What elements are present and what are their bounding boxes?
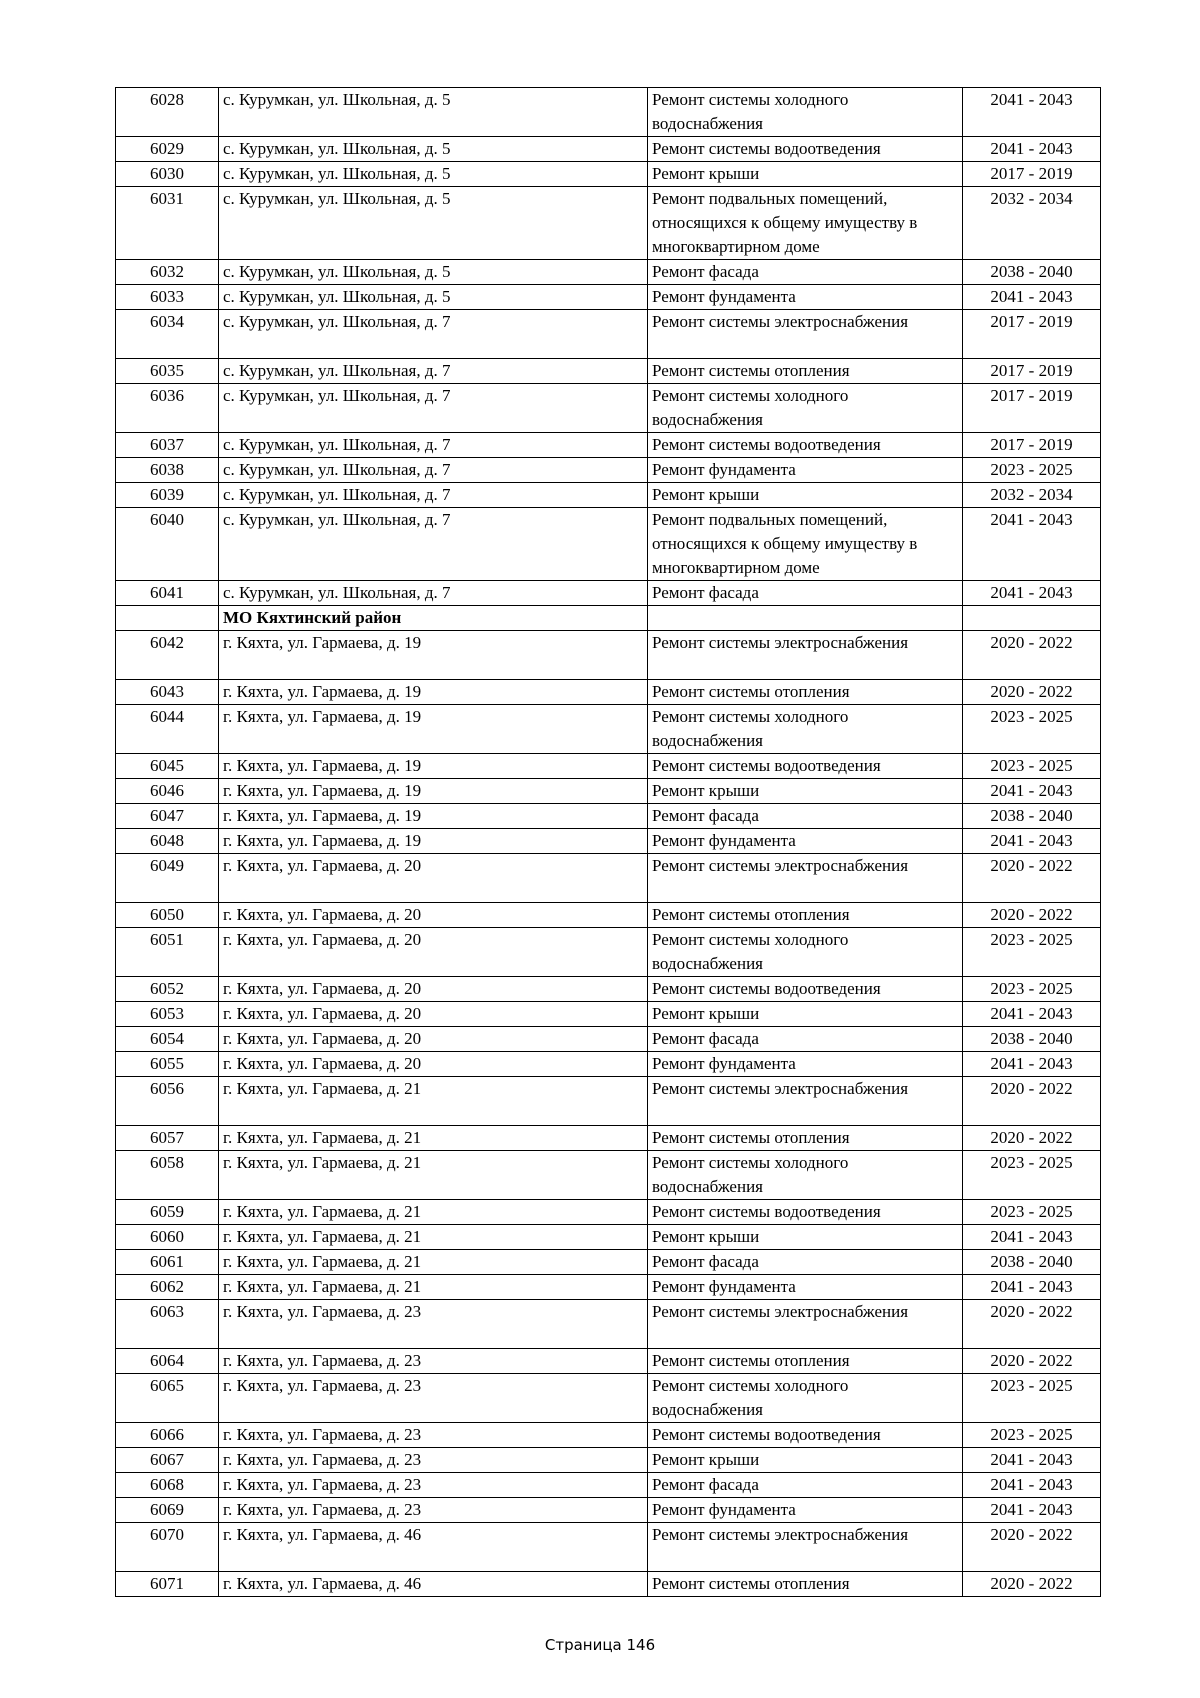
work-type-cell: Ремонт системы электроснабжения: [648, 1077, 963, 1126]
period-cell: 2023 - 2025: [963, 754, 1101, 779]
table-row: [116, 1523, 1101, 1572]
address-cell: г. Кяхта, ул. Гармаева, д. 19: [219, 779, 648, 804]
row-number-cell: 6033: [116, 285, 219, 310]
row-number-cell: 6046: [116, 779, 219, 804]
address-cell: г. Кяхта, ул. Гармаева, д. 21: [219, 1151, 648, 1200]
row-number-cell: 6054: [116, 1027, 219, 1052]
table-row: [116, 1498, 1101, 1523]
row-number-cell: 6052: [116, 977, 219, 1002]
work-type-cell: Ремонт фундамента: [648, 1052, 963, 1077]
row-number-cell: 6050: [116, 903, 219, 928]
period-cell: 2038 - 2040: [963, 1250, 1101, 1275]
table-row: [116, 1423, 1101, 1448]
row-number-cell: 6042: [116, 631, 219, 680]
address-cell: г. Кяхта, ул. Гармаева, д. 21: [219, 1077, 648, 1126]
table-row: [116, 433, 1101, 458]
period-cell: 2020 - 2022: [963, 1300, 1101, 1349]
work-type-cell: Ремонт системы отопления: [648, 1349, 963, 1374]
address-cell: г. Кяхта, ул. Гармаева, д. 21: [219, 1275, 648, 1300]
work-type-cell: Ремонт системы электроснабжения: [648, 854, 963, 903]
work-type-cell: Ремонт системы электроснабжения: [648, 1300, 963, 1349]
period-cell: 2041 - 2043: [963, 1002, 1101, 1027]
work-type-cell: Ремонт фундамента: [648, 458, 963, 483]
work-type-cell: Ремонт фасада: [648, 1027, 963, 1052]
address-cell: г. Кяхта, ул. Гармаева, д. 21: [219, 1225, 648, 1250]
period-cell: 2041 - 2043: [963, 285, 1101, 310]
period-cell: 2041 - 2043: [963, 137, 1101, 162]
row-number-cell: 6043: [116, 680, 219, 705]
row-number-cell: 6037: [116, 433, 219, 458]
period-cell: 2023 - 2025: [963, 705, 1101, 754]
period-cell: 2020 - 2022: [963, 1077, 1101, 1126]
table-row: [116, 187, 1101, 260]
work-type-cell: Ремонт фасада: [648, 260, 963, 285]
work-type-cell: Ремонт системы отопления: [648, 680, 963, 705]
table-row: [116, 260, 1101, 285]
address-cell: г. Кяхта, ул. Гармаева, д. 20: [219, 1027, 648, 1052]
address-cell: с. Курумкан, ул. Школьная, д. 5: [219, 187, 648, 260]
table-row: [116, 1349, 1101, 1374]
address-cell: г. Кяхта, ул. Гармаева, д. 46: [219, 1572, 648, 1597]
row-number-cell: 6048: [116, 829, 219, 854]
table-row: [116, 1275, 1101, 1300]
work-type-cell: Ремонт фундамента: [648, 1275, 963, 1300]
table-row: [116, 88, 1101, 137]
period-cell: 2017 - 2019: [963, 162, 1101, 187]
period-cell: 2041 - 2043: [963, 1225, 1101, 1250]
row-number-cell: 6028: [116, 88, 219, 137]
row-number-cell: 6061: [116, 1250, 219, 1275]
row-number-cell: 6065: [116, 1374, 219, 1423]
address-cell: г. Кяхта, ул. Гармаева, д. 19: [219, 804, 648, 829]
address-cell: с. Курумкан, ул. Школьная, д. 5: [219, 285, 648, 310]
section-title: МО Кяхтинский район: [219, 606, 648, 631]
table-row: [116, 1200, 1101, 1225]
address-cell: г. Кяхта, ул. Гармаева, д. 23: [219, 1473, 648, 1498]
address-cell: г. Кяхта, ул. Гармаева, д. 20: [219, 1052, 648, 1077]
table-row: [116, 1027, 1101, 1052]
address-cell: г. Кяхта, ул. Гармаева, д. 20: [219, 928, 648, 977]
table-row: [116, 458, 1101, 483]
address-cell: с. Курумкан, ул. Школьная, д. 5: [219, 260, 648, 285]
table-row: [116, 581, 1101, 606]
work-type-cell: Ремонт крыши: [648, 162, 963, 187]
work-type-cell: Ремонт системы водоотведения: [648, 137, 963, 162]
work-type-cell: Ремонт фасада: [648, 581, 963, 606]
period-cell: 2041 - 2043: [963, 1498, 1101, 1523]
work-type-cell: Ремонт подвальных помещений, относящихся к общему имуществу в многоквартирном доме: [648, 187, 963, 260]
address-cell: г. Кяхта, ул. Гармаева, д. 46: [219, 1523, 648, 1572]
row-number-cell: 6031: [116, 187, 219, 260]
work-type-cell: Ремонт фундамента: [648, 1498, 963, 1523]
work-type-cell: Ремонт фасада: [648, 1250, 963, 1275]
row-number-cell: 6059: [116, 1200, 219, 1225]
work-type-cell: Ремонт системы отопления: [648, 903, 963, 928]
address-cell: г. Кяхта, ул. Гармаева, д. 23: [219, 1448, 648, 1473]
period-cell: 2023 - 2025: [963, 928, 1101, 977]
table-row: [116, 1126, 1101, 1151]
row-number-cell: 6032: [116, 260, 219, 285]
table-row: [116, 1448, 1101, 1473]
row-number-cell: 6062: [116, 1275, 219, 1300]
work-type-cell: Ремонт системы водоотведения: [648, 977, 963, 1002]
row-number-cell: [116, 606, 219, 631]
table-row: [116, 1225, 1101, 1250]
work-type-cell: Ремонт крыши: [648, 483, 963, 508]
table-row: [116, 1151, 1101, 1200]
work-type-cell: Ремонт системы холодного водоснабжения: [648, 88, 963, 137]
period-cell: 2017 - 2019: [963, 310, 1101, 359]
work-type-cell: Ремонт системы отопления: [648, 359, 963, 384]
work-type-cell: Ремонт системы отопления: [648, 1572, 963, 1597]
row-number-cell: 6068: [116, 1473, 219, 1498]
row-number-cell: 6069: [116, 1498, 219, 1523]
table-row: [116, 310, 1101, 359]
table-row: [116, 1077, 1101, 1126]
period-cell: 2023 - 2025: [963, 1374, 1101, 1423]
row-number-cell: 6071: [116, 1572, 219, 1597]
row-number-cell: 6049: [116, 854, 219, 903]
work-type-cell: Ремонт системы холодного водоснабжения: [648, 1374, 963, 1423]
work-type-cell: Ремонт системы холодного водоснабжения: [648, 705, 963, 754]
table-row: [116, 779, 1101, 804]
row-number-cell: 6066: [116, 1423, 219, 1448]
row-number-cell: 6044: [116, 705, 219, 754]
table-row: [116, 977, 1101, 1002]
table-row: [116, 1052, 1101, 1077]
period-cell: 2020 - 2022: [963, 631, 1101, 680]
table-body: [116, 88, 1101, 1597]
address-cell: с. Курумкан, ул. Школьная, д. 7: [219, 581, 648, 606]
period-cell: 2041 - 2043: [963, 1448, 1101, 1473]
address-cell: с. Курумкан, ул. Школьная, д. 7: [219, 508, 648, 581]
work-type-cell: Ремонт фасада: [648, 804, 963, 829]
table-row: [116, 1002, 1101, 1027]
address-cell: г. Кяхта, ул. Гармаева, д. 19: [219, 705, 648, 754]
work-type-cell: Ремонт системы холодного водоснабжения: [648, 384, 963, 433]
address-cell: с. Курумкан, ул. Школьная, д. 7: [219, 433, 648, 458]
address-cell: г. Кяхта, ул. Гармаева, д. 21: [219, 1126, 648, 1151]
period-cell: 2041 - 2043: [963, 508, 1101, 581]
address-cell: с. Курумкан, ул. Школьная, д. 7: [219, 384, 648, 433]
table-row: [116, 137, 1101, 162]
table-row: [116, 804, 1101, 829]
row-number-cell: 6055: [116, 1052, 219, 1077]
table-row: [116, 483, 1101, 508]
work-type-cell: Ремонт фасада: [648, 1473, 963, 1498]
row-number-cell: 6036: [116, 384, 219, 433]
address-cell: г. Кяхта, ул. Гармаева, д. 21: [219, 1200, 648, 1225]
address-cell: г. Кяхта, ул. Гармаева, д. 19: [219, 631, 648, 680]
page-number: Страница 146: [544, 1636, 656, 1654]
table-row: [116, 1300, 1101, 1349]
period-cell: 2017 - 2019: [963, 359, 1101, 384]
table-row: [116, 680, 1101, 705]
period-cell: 2041 - 2043: [963, 88, 1101, 137]
table-row: [116, 359, 1101, 384]
address-cell: с. Курумкан, ул. Школьная, д. 5: [219, 162, 648, 187]
row-number-cell: 6045: [116, 754, 219, 779]
table-row: [116, 1374, 1101, 1423]
section-header-row: [116, 606, 1101, 631]
address-cell: г. Кяхта, ул. Гармаева, д. 19: [219, 680, 648, 705]
table-row: [116, 162, 1101, 187]
period-cell: 2041 - 2043: [963, 1473, 1101, 1498]
row-number-cell: 6057: [116, 1126, 219, 1151]
period-cell: 2038 - 2040: [963, 260, 1101, 285]
period-cell: [963, 606, 1101, 631]
row-number-cell: 6070: [116, 1523, 219, 1572]
row-number-cell: 6034: [116, 310, 219, 359]
row-number-cell: 6035: [116, 359, 219, 384]
period-cell: 2023 - 2025: [963, 1423, 1101, 1448]
work-type-cell: Ремонт подвальных помещений, относящихся к общему имуществу в многоквартирном доме: [648, 508, 963, 581]
address-cell: г. Кяхта, ул. Гармаева, д. 20: [219, 903, 648, 928]
address-cell: г. Кяхта, ул. Гармаева, д. 21: [219, 1250, 648, 1275]
table-row: [116, 754, 1101, 779]
address-cell: с. Курумкан, ул. Школьная, д. 7: [219, 458, 648, 483]
work-type-cell: Ремонт системы холодного водоснабжения: [648, 928, 963, 977]
work-type-cell: Ремонт фундамента: [648, 285, 963, 310]
period-cell: 2032 - 2034: [963, 187, 1101, 260]
period-cell: 2041 - 2043: [963, 581, 1101, 606]
period-cell: 2020 - 2022: [963, 854, 1101, 903]
address-cell: с. Курумкан, ул. Школьная, д. 7: [219, 359, 648, 384]
work-type-cell: Ремонт системы водоотведения: [648, 1423, 963, 1448]
row-number-cell: 6067: [116, 1448, 219, 1473]
work-type-cell: Ремонт системы отопления: [648, 1126, 963, 1151]
period-cell: 2017 - 2019: [963, 384, 1101, 433]
work-type-cell: Ремонт системы электроснабжения: [648, 310, 963, 359]
address-cell: с. Курумкан, ул. Школьная, д. 7: [219, 310, 648, 359]
period-cell: 2038 - 2040: [963, 804, 1101, 829]
period-cell: 2041 - 2043: [963, 1275, 1101, 1300]
row-number-cell: 6058: [116, 1151, 219, 1200]
work-type-cell: Ремонт системы водоотведения: [648, 433, 963, 458]
row-number-cell: 6051: [116, 928, 219, 977]
table-row: [116, 1572, 1101, 1597]
table-row: [116, 285, 1101, 310]
address-cell: г. Кяхта, ул. Гармаева, д. 23: [219, 1300, 648, 1349]
table-row: [116, 1250, 1101, 1275]
row-number-cell: 6039: [116, 483, 219, 508]
table-row: [116, 928, 1101, 977]
table-row: [116, 631, 1101, 680]
period-cell: 2038 - 2040: [963, 1027, 1101, 1052]
address-cell: с. Курумкан, ул. Школьная, д. 5: [219, 137, 648, 162]
work-type-cell: Ремонт системы холодного водоснабжения: [648, 1151, 963, 1200]
period-cell: 2041 - 2043: [963, 1052, 1101, 1077]
row-number-cell: 6029: [116, 137, 219, 162]
table-row: [116, 854, 1101, 903]
address-cell: г. Кяхта, ул. Гармаева, д. 20: [219, 977, 648, 1002]
period-cell: 2017 - 2019: [963, 433, 1101, 458]
work-type-cell: Ремонт крыши: [648, 1225, 963, 1250]
row-number-cell: 6060: [116, 1225, 219, 1250]
work-type-cell: Ремонт системы электроснабжения: [648, 1523, 963, 1572]
period-cell: 2020 - 2022: [963, 903, 1101, 928]
row-number-cell: 6063: [116, 1300, 219, 1349]
work-type-cell: Ремонт системы водоотведения: [648, 754, 963, 779]
period-cell: 2032 - 2034: [963, 483, 1101, 508]
period-cell: 2041 - 2043: [963, 779, 1101, 804]
address-cell: г. Кяхта, ул. Гармаева, д. 23: [219, 1349, 648, 1374]
period-cell: 2020 - 2022: [963, 1523, 1101, 1572]
row-number-cell: 6064: [116, 1349, 219, 1374]
row-number-cell: 6047: [116, 804, 219, 829]
table-row: [116, 829, 1101, 854]
period-cell: 2020 - 2022: [963, 1126, 1101, 1151]
work-type-cell: Ремонт фундамента: [648, 829, 963, 854]
period-cell: 2020 - 2022: [963, 1572, 1101, 1597]
address-cell: с. Курумкан, ул. Школьная, д. 5: [219, 88, 648, 137]
address-cell: г. Кяхта, ул. Гармаева, д. 20: [219, 854, 648, 903]
row-number-cell: 6041: [116, 581, 219, 606]
row-number-cell: 6056: [116, 1077, 219, 1126]
table-row: [116, 1473, 1101, 1498]
address-cell: г. Кяхта, ул. Гармаева, д. 19: [219, 754, 648, 779]
repair-schedule-table: [115, 87, 1101, 1597]
period-cell: 2023 - 2025: [963, 458, 1101, 483]
work-type-cell: Ремонт системы электроснабжения: [648, 631, 963, 680]
address-cell: г. Кяхта, ул. Гармаева, д. 19: [219, 829, 648, 854]
work-type-cell: Ремонт крыши: [648, 1448, 963, 1473]
period-cell: 2023 - 2025: [963, 977, 1101, 1002]
work-type-cell: Ремонт крыши: [648, 1002, 963, 1027]
table-row: [116, 508, 1101, 581]
address-cell: г. Кяхта, ул. Гармаева, д. 20: [219, 1002, 648, 1027]
address-cell: г. Кяхта, ул. Гармаева, д. 23: [219, 1423, 648, 1448]
address-cell: г. Кяхта, ул. Гармаева, д. 23: [219, 1374, 648, 1423]
row-number-cell: 6038: [116, 458, 219, 483]
period-cell: 2023 - 2025: [963, 1200, 1101, 1225]
table-row: [116, 384, 1101, 433]
row-number-cell: 6053: [116, 1002, 219, 1027]
period-cell: 2020 - 2022: [963, 680, 1101, 705]
row-number-cell: 6040: [116, 508, 219, 581]
period-cell: 2020 - 2022: [963, 1349, 1101, 1374]
work-type-cell: Ремонт крыши: [648, 779, 963, 804]
period-cell: 2041 - 2043: [963, 829, 1101, 854]
address-cell: с. Курумкан, ул. Школьная, д. 7: [219, 483, 648, 508]
work-type-cell: [648, 606, 963, 631]
work-type-cell: Ремонт системы водоотведения: [648, 1200, 963, 1225]
table-row: [116, 903, 1101, 928]
table-row: [116, 705, 1101, 754]
row-number-cell: 6030: [116, 162, 219, 187]
address-cell: г. Кяхта, ул. Гармаева, д. 23: [219, 1498, 648, 1523]
period-cell: 2023 - 2025: [963, 1151, 1101, 1200]
